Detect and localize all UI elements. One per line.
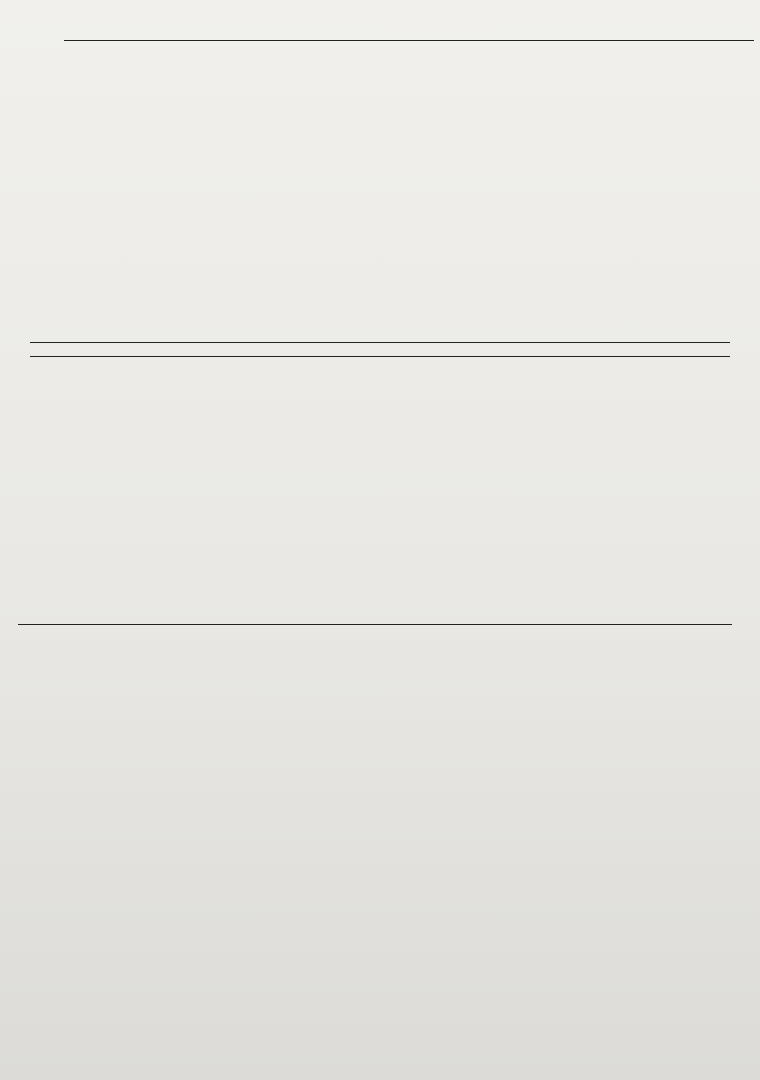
vyuct-rule <box>18 624 732 625</box>
header-rule <box>64 40 754 41</box>
info-rule-top <box>30 342 730 343</box>
info-rule-bottom <box>30 356 730 357</box>
